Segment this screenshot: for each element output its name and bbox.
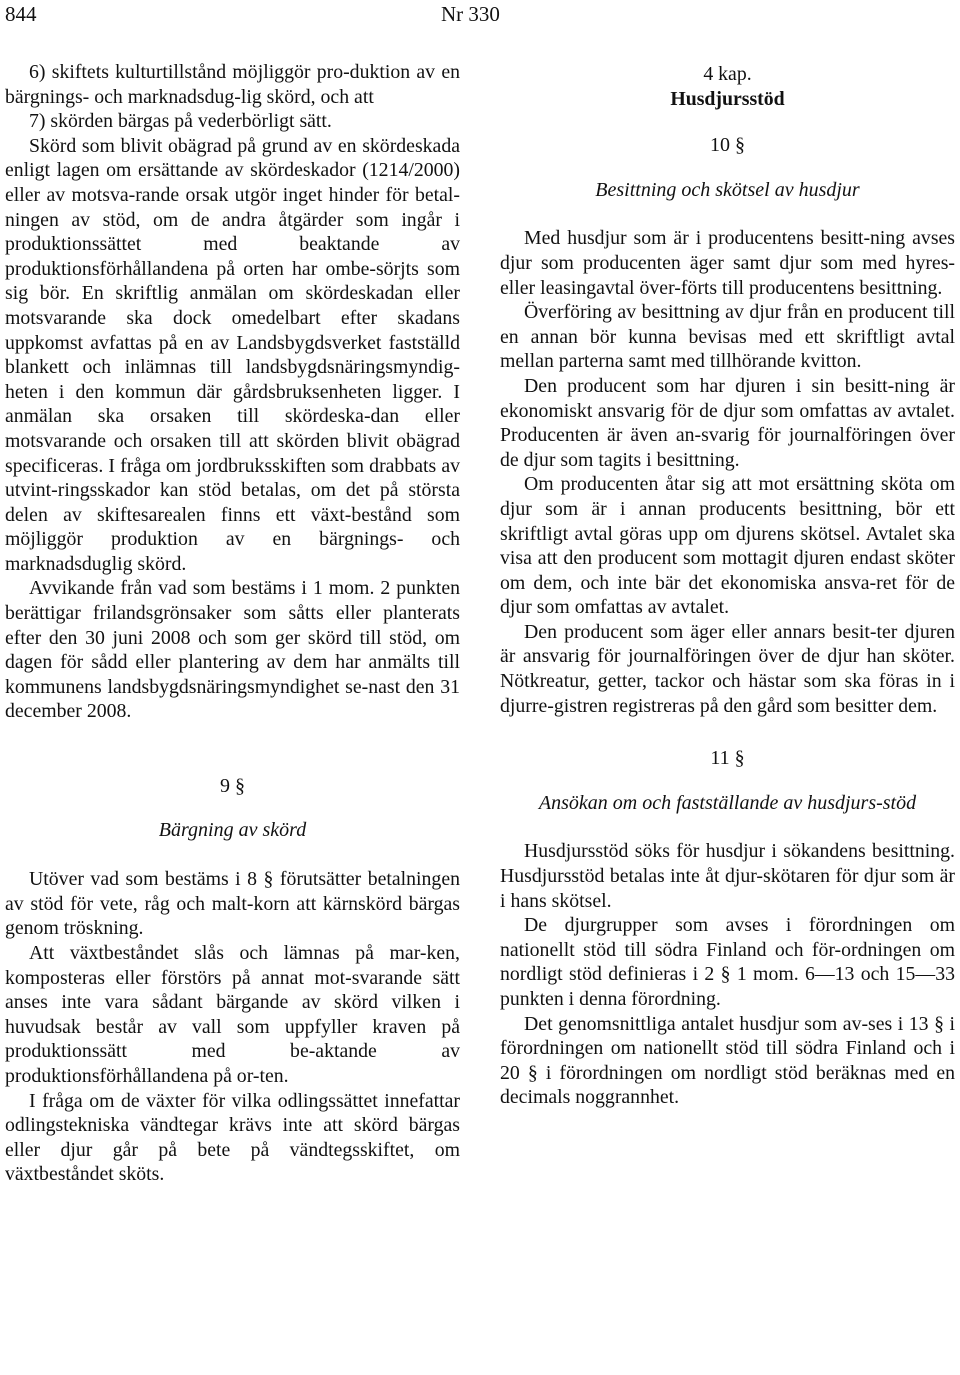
paragraph: Utöver vad som bestäms i 8 § förutsätter betalningen av stöd för vete, råg och malt-korn att kärnskörd bärgas genom tröskning. [5, 868, 460, 940]
list-item: 7) skörden bärgas på vederbörligt sätt. [29, 110, 332, 133]
section-heading: 9 § [220, 775, 245, 798]
paragraph: Skörd som blivit obägrad på grund av en skördeskada enligt lagen om ersättande av skördeskador (1214/2000) eller av motsva-rande orsak utgör inget hinder för betal-ningen av stöd, om de andra åtgärder som ingår i produktionssättet med beaktande av produktionsförhållandena på orten har ombe-sörjts som sig bör. En skriftlig anmälan om skördeskadan eller motsvarande ska dock omedelbart efter skadans uppkomst avfattas på en av Landsbygdsverket fastställd blankett och inlämnas till landsbygdsnäringsmyndig-heten i den kommun där gårdsbruksenheten ligger. I anmälan ska orsaken till skördeska-dan eller motsvarande och orsaken till att skörden blivit obägrad specificeras. I fråga om jordbruksskiften som drabbats av utvint-ringsskador kan stöd betalas, om det på största delen av skiftesarealen finns ett växt-bestånd som möjliggör produktion av en bärgnings- och marknadsduglig skörd. [5, 134, 460, 575]
paragraph: I fråga om de växter för vilka odlingssättet innefattar odlingstekniska vändtegar krävs inte att skörd bärgas eller djur går på bete på vändtegsskiftet, om växtbeståndet sköts. [5, 1089, 460, 1186]
section-title: Ansökan om och fastställande av husdjurs-stöd [538, 791, 917, 814]
paragraph: Om producenten åtar sig att mot ersättning sköta om djur som är i annan producents besittning, bör ett skriftligt avtal göras upp om djurens skötsel. Avtalet ska visa att den producent som mottagit djuren endast sköter om dem, och inte bär det ekonomiska ansva-ret för de djur som omfattas av avtalet. [500, 473, 955, 619]
page-number: 844 [5, 2, 37, 26]
section-title: Bärgning av skörd [158, 818, 307, 841]
paragraph: Den producent som har djuren i sin besitt-ning är ekonomiskt ansvarig för de djur som omfattas av avtalet. Producenten är även an-svarig för journalföringen över de djur som tagits i besittning. [500, 374, 955, 471]
chapter-heading: 4 kap. [703, 63, 752, 85]
statute-number: Nr 330 [441, 2, 500, 26]
left-column [5, 60, 460, 1187]
section-title: Besittning och skötsel av husdjur [595, 178, 860, 201]
paragraph: Att växtbeståndet slås och lämnas på mar-ken, komposteras eller förstörs på annat mot-svarande sätt anses inte vara sådant bärgande av skörd vilken i huvudsak består av vall som uppfyller kraven på produktionssätt med be-aktande av produktionsförhållandena på or-ten. [5, 942, 460, 1087]
section-heading: 10 § [710, 134, 745, 157]
paragraph: Med husdjur som är i producentens besitt-ning avses djur som producenten äger samt djur som med hyres- eller leasingavtal över-förts till producentens besittning. [500, 227, 955, 299]
paragraph: Det genomsnittliga antalet husdjur som av-ses i 13 § i förordningen om nationellt stöd till södra Finland och i 20 § i förordningen om nordligt stöd beräknas med en decimals noggrannhet. [500, 1012, 955, 1109]
list-item: 6) skiftets kulturtillstånd möjliggör pro-duktion av en bärgnings- och marknadsdug-lig skörd, och att [5, 61, 460, 108]
paragraph: Den producent som äger eller annars besit-ter djuren är ansvarig för journalföringen över de djur han sköter. Nötkreatur, getter, tackor och hästar som ska föras in i djurre-gistren registreras på den gård som besitter dem. [500, 620, 955, 717]
paragraph: Husdjursstöd söks för husdjur i sökandens besittning. Husdjursstöd betalas inte åt djur-skötaren för djur som är i hans skötsel. [500, 840, 955, 912]
paragraph: Överföring av besittning av djur från en producent till en annan bör kunna bevisas med ett skriftligt avtal mellan parterna samt med tillhörande kvitton. [500, 301, 955, 373]
right-column [500, 62, 955, 1110]
page-header [0, 0, 960, 30]
paragraph: Avvikande från vad som bestäms i 1 mom. 2 punkten berättigar frilandsgrönsaker som såtts eller planterats efter den 30 juni 2008 och som ger skörd till stöd, om dagen för sådd eller plantering av dem har anmälts till kommunens landsbygdsnäringsmyndighet se-nast den 31 december 2008. [5, 577, 460, 723]
paragraph: De djurgrupper som avses i förordningen om nationellt stöd till södra Finland och för-ordningen om nordligt stöd definieras i 2 § 1 mom. 6—13 och 15—33 punkten i denna förordning. [500, 914, 955, 1010]
chapter-title: Husdjursstöd [670, 87, 785, 110]
section-heading: 11 § [710, 747, 745, 770]
